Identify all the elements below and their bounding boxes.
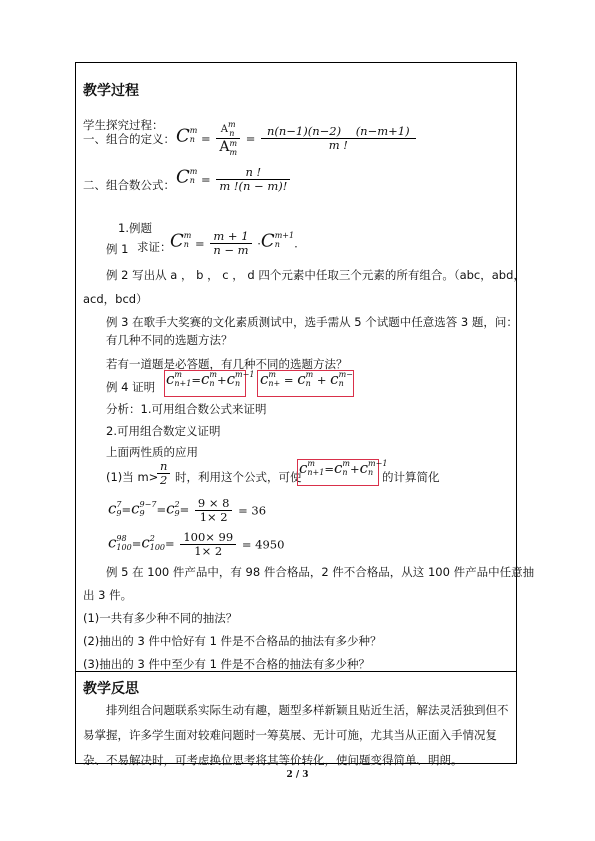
example-5: 例 5 在 100 件产品中，有 98 件合格品，2 件不合格品，从这 100 件产品中任意抽 xyxy=(106,565,535,579)
calc-2: c 98 100 =c 2 100 = $\frac{100\times 99}{1\times 2}$ = 4950 xyxy=(108,530,285,558)
calc-2-result: = 4950 xyxy=(241,537,285,552)
example-4-formula-1: c m n+1 =c m n +c m−1 n xyxy=(166,370,255,388)
application-1-middle: 时，利用这个公式，可使 xyxy=(175,470,302,484)
example-2-cont: acd，bcd） xyxy=(83,292,148,306)
question-1: (1)一共有多少种不同的抽法？ xyxy=(83,611,238,625)
example-heading: 1.例题 xyxy=(118,221,152,235)
question-3: (3)抽出的 3 件中至少有 1 件是不合格的抽法有多少种？ xyxy=(83,657,371,671)
question-2: (2)抽出的 3 件中恰好有 1 件是不合格品的抽法有多少种？ xyxy=(83,634,382,648)
intro-line: 学生探究过程： xyxy=(83,118,164,132)
reflection-paragraph: 排列组合问题联系实际生动有趣，题型多样新颖且贴近生活，解法灵活独到但不易掌握，许多学生面对较难问题时一筹莫展、无计可施，尤其当从正面入手情况复杂、不易解决时，可考虑换位思考将其等价转化，使问题变得简单、明朗。 xyxy=(83,703,509,767)
calc-1-result: = 36 xyxy=(238,503,267,518)
definition-formula: C m n = A m n A m m = $\frac{n(n-1)(n-2) (n-m+1)}{m !}$ xyxy=(176,120,418,160)
section-title-process: 教学过程 xyxy=(83,83,139,99)
definition-line xyxy=(83,132,175,146)
example-3: 例 3 在歌手大奖赛的文化素质测试中，选手需从 5 个试题中任意选答 3 题，问： xyxy=(106,315,518,329)
calc-1: c 7 9 =c 9−7 9 =c 2 9 = $\frac{9 \times 8}{1\times 2}$ = 36 xyxy=(108,496,267,524)
n-over-2: $\frac{n}{2}$ xyxy=(155,460,172,487)
example-3-question-1: 有几种不同的选题方法？ xyxy=(106,333,233,347)
application-formula: c m n+1 =c m n +c m−1 n xyxy=(299,459,388,477)
combination-formula: C m n = $\frac{n !}{m !(n - m)!}$ xyxy=(176,166,292,193)
example-1-label: 例 1 xyxy=(106,242,129,256)
application-1-end: 的计算简化 xyxy=(382,470,440,484)
analysis-1: 分析：1.可用组合数公式来证明 xyxy=(106,402,267,416)
formula-line xyxy=(83,178,175,192)
formula-label: 二、组合数公式： xyxy=(83,178,175,192)
example-5-cont: 出 3 件。 xyxy=(83,588,133,602)
section-divider xyxy=(75,671,517,672)
page-number: 2 / 3 xyxy=(286,770,309,780)
application-1-start: (1)当 m> xyxy=(106,470,159,484)
example-1-formula: C m n = $\frac{m + 1}{n - m}$ ·C m+1 n . xyxy=(170,229,298,257)
section-title-reflection: 教学反思 xyxy=(83,681,139,697)
example-2: 例 2 写出从 a ， b ， c ， d 四个元素中任取三个元素的所有组合。（abc，abd， xyxy=(106,268,525,282)
analysis-2: 2.可用组合数定义证明 xyxy=(106,424,221,438)
example-3-question-2: 若有一道题是必答题，有几种不同的选题方法？ xyxy=(106,357,348,371)
definition-label: 一、组合的定义： xyxy=(83,132,175,146)
example-4-label: 例 4 证明 xyxy=(106,380,156,394)
example-1-prove: 求证： xyxy=(137,240,172,254)
example-4-formula-2: c m n+ = c m n + c m− n xyxy=(260,370,353,388)
application-heading: 上面两性质的应用 xyxy=(106,445,198,459)
